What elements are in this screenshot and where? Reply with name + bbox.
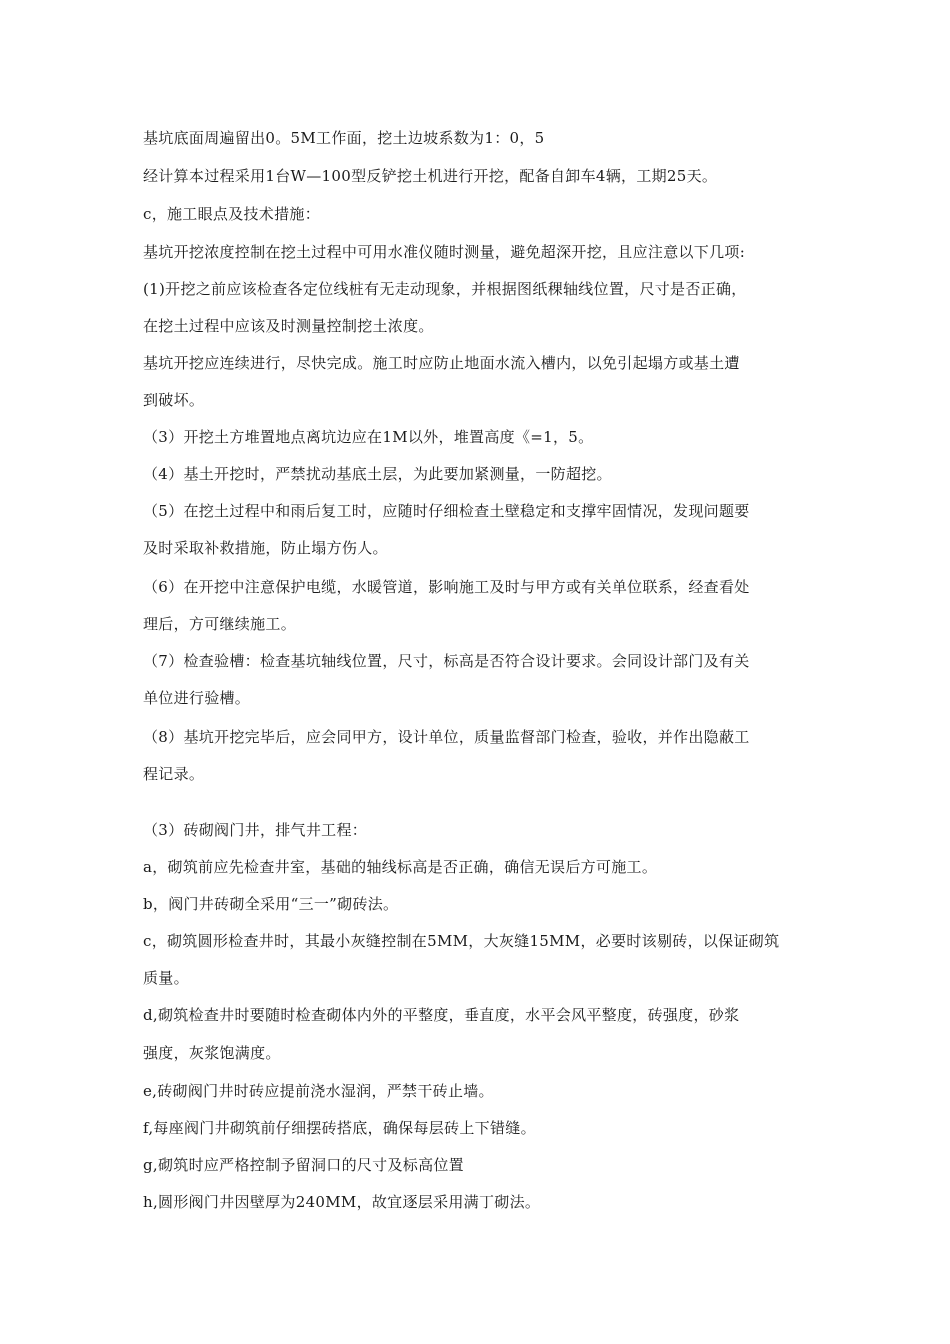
text-line: 强度，灰浆饱满度。 [143, 1044, 281, 1062]
text-line: h,圆形阀门井因壁厚为240MM，故宜逐层采用满丁砌法。 [143, 1193, 541, 1211]
text-line: d,砌筑检查井时要随时检查砌体内外的平整度，垂直度，水平会风平整度，砖强度，砂浆 [143, 1006, 740, 1024]
text-line: b，阀门井砖砌全采用“三一”砌砖法。 [143, 895, 399, 913]
text-line: c，施工眼点及技术措施： [143, 205, 321, 223]
text-line: f,每座阀门井砌筑前仔细摆砖搭底，确保每层砖上下错缝。 [143, 1119, 536, 1137]
text-line: 单位进行验槽。 [143, 689, 251, 707]
text-line: 在挖土过程中应该及时测量控制挖土浓度。 [143, 317, 434, 335]
text-line: (1)开挖之前应该检查各定位线桩有无走动现象，并根据图纸稞轴线位置，尺寸是否正确， [143, 280, 747, 298]
text-line: （8）基坑开挖完毕后，应会同甲方，设计单位，质量监督部门检查，验收，并作出隐蔽工 [143, 728, 750, 746]
text-line: c，砌筑圆形检查井时，其最小灰缝控制在5MM，大灰缝15MM，必要时该剔砖，以保证砌筑 [143, 932, 780, 950]
text-line: （7）检查验槽：检查基坑轴线位置，尺寸，标高是否符合设计要求。会同设计部门及有关 [143, 652, 750, 670]
text-line: 基坑开挖浓度控制在挖土过程中可用水准仪随时测量，避免超深开挖，且应注意以下几项: [143, 243, 746, 261]
text-line: （3）开挖土方堆置地点离坑边应在1M以外，堆置高度《=1，5。 [143, 428, 594, 446]
text-line: g,砌筑时应严格控制予留洞口的尺寸及标高位置 [143, 1156, 464, 1174]
text-line: 及时采取补救措施，防止塌方伤人。 [143, 539, 388, 557]
text-line: e,砖砌阀门井时砖应提前浇水湿润，严禁干砖止墙。 [143, 1082, 494, 1100]
text-line: 基坑底面周遍留出0。5M工作面，挖土边坡系数为1：0，5 [143, 129, 545, 147]
text-line: 到破坏。 [143, 391, 205, 409]
text-line: （3）砖砌阀门井，排气井工程： [143, 821, 368, 839]
text-line: （6）在开挖中注意保护电缆，水暖管道，影响施工及时与甲方或有关单位联系，经查看处 [143, 578, 750, 596]
text-line: 基坑开挖应连续进行，尽快完成。施工时应防止地面水流入槽内，以免引起塌方或基土遭 [143, 354, 740, 372]
text-line: a，砌筑前应先检查井室，基础的轴线标高是否正确，确信无误后方可施工。 [143, 858, 658, 876]
text-line: 质量。 [143, 969, 189, 987]
text-line: （4）基土开挖时，严禁扰动基底土层，为此要加紧测量，一防超挖。 [143, 465, 612, 483]
text-line: 经计算本过程采用1台W—100型反铲挖土机进行开挖，配备自卸车4辆，工期25天。 [143, 167, 718, 185]
text-line: 理后，方可继续施工。 [143, 615, 297, 633]
text-line: 程记录。 [143, 765, 205, 783]
text-line: （5）在挖土过程中和雨后复工时，应随时仔细检查土壁稳定和支撑牢固情况，发现问题要 [143, 502, 750, 520]
